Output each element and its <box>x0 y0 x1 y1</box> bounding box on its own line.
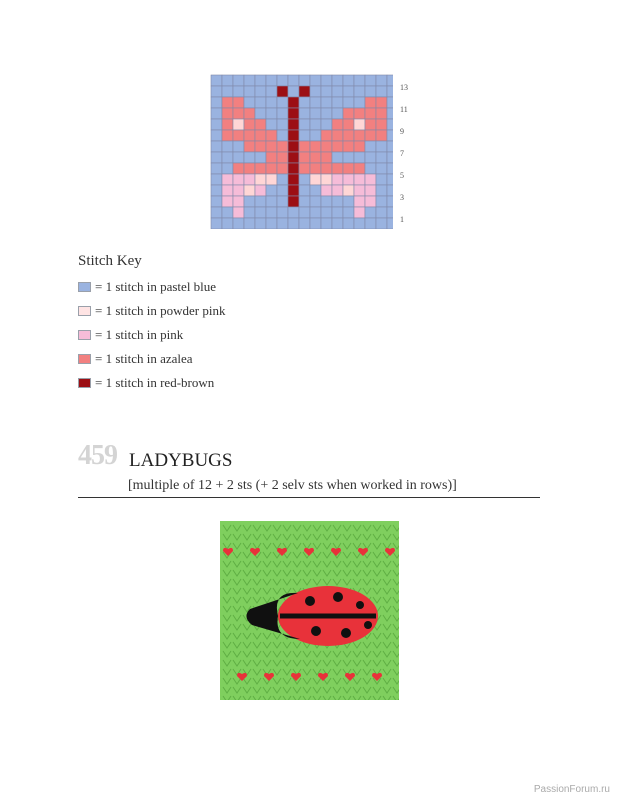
chart-cell <box>266 86 277 97</box>
chart-cell <box>288 218 299 229</box>
chart-cell <box>310 130 321 141</box>
chart-cell <box>288 108 299 119</box>
key-label: = 1 stitch in pastel blue <box>95 279 217 294</box>
chart-cell <box>277 152 288 163</box>
chart-cell <box>255 196 266 207</box>
chart-cell <box>266 97 277 108</box>
chart-cell <box>299 218 310 229</box>
chart-cell <box>321 141 332 152</box>
chart-cell <box>387 174 393 185</box>
chart-cell <box>332 75 343 86</box>
chart-cell <box>310 141 321 152</box>
azalea-swatch <box>78 354 91 364</box>
chart-cell <box>343 174 354 185</box>
chart-cell <box>266 75 277 86</box>
chart-cell <box>354 141 365 152</box>
chart-cell <box>266 207 277 218</box>
chart-cell <box>255 185 266 196</box>
chart-cell <box>277 207 288 218</box>
chart-cell <box>233 86 244 97</box>
chart-cell <box>299 185 310 196</box>
chart-cell <box>343 196 354 207</box>
chart-cell <box>376 141 387 152</box>
chart-cell <box>354 86 365 97</box>
chart-cell <box>332 152 343 163</box>
chart-cell <box>255 141 266 152</box>
chart-cell <box>233 196 244 207</box>
chart-cell <box>354 174 365 185</box>
chart-cell <box>233 97 244 108</box>
pattern-number: 459 <box>78 440 117 471</box>
chart-cell <box>255 174 266 185</box>
chart-cell <box>376 218 387 229</box>
chart-cell <box>255 130 266 141</box>
chart-cell <box>211 163 222 174</box>
chart-cell <box>266 130 277 141</box>
chart-cell <box>387 130 393 141</box>
chart-cell <box>332 130 343 141</box>
chart-cell <box>222 207 233 218</box>
chart-cell <box>332 163 343 174</box>
chart-cell <box>354 196 365 207</box>
key-item-powder-pink <box>78 303 225 319</box>
chart-cell <box>387 207 393 218</box>
chart-cell <box>365 75 376 86</box>
chart-cell <box>310 185 321 196</box>
chart-cell <box>310 218 321 229</box>
chart-cell <box>244 86 255 97</box>
chart-cell <box>343 119 354 130</box>
pattern-repeat-info: [multiple of 12 + 2 sts (+ 2 selv sts when worked in rows)] <box>128 478 457 493</box>
chart-cell <box>365 207 376 218</box>
chart-cell <box>299 108 310 119</box>
chart-cell <box>310 152 321 163</box>
chart-cell <box>332 97 343 108</box>
chart-cell <box>266 141 277 152</box>
chart-cell <box>343 108 354 119</box>
chart-cell <box>365 196 376 207</box>
chart-cell <box>222 86 233 97</box>
chart-cell <box>387 163 393 174</box>
chart-cell <box>277 119 288 130</box>
chart-cell <box>244 196 255 207</box>
chart-cell <box>310 86 321 97</box>
chart-row-label: 1 <box>400 215 404 224</box>
chart-cell <box>332 207 343 218</box>
chart-cell <box>343 185 354 196</box>
chart-cell <box>211 119 222 130</box>
chart-cell <box>376 196 387 207</box>
chart-cell <box>222 108 233 119</box>
chart-cell <box>277 185 288 196</box>
chart-cell <box>211 97 222 108</box>
chart-cell <box>332 141 343 152</box>
chart-cell <box>244 174 255 185</box>
chart-cell <box>387 185 393 196</box>
chart-cell <box>266 174 277 185</box>
chart-cell <box>244 75 255 86</box>
chart-cell <box>244 141 255 152</box>
chart-cell <box>244 207 255 218</box>
watermark: PassionForum.ru <box>533 784 610 795</box>
chart-cell <box>266 163 277 174</box>
chart-cell <box>255 86 266 97</box>
chart-cell <box>266 108 277 119</box>
chart-cell <box>299 174 310 185</box>
chart-cell <box>354 218 365 229</box>
chart-cell <box>222 152 233 163</box>
chart-cell <box>255 163 266 174</box>
chart-cell <box>343 86 354 97</box>
chart-cell <box>332 86 343 97</box>
chart-cell <box>343 207 354 218</box>
chart-cell <box>222 97 233 108</box>
chart-cell <box>310 97 321 108</box>
chart-cell <box>343 97 354 108</box>
chart-cell <box>277 174 288 185</box>
red-brown-swatch <box>78 378 91 388</box>
chart-cell <box>310 119 321 130</box>
chart-cell <box>343 75 354 86</box>
chart-cell <box>233 152 244 163</box>
chart-cell <box>255 218 266 229</box>
chart-row-label: 11 <box>400 105 408 114</box>
pastel-blue-swatch <box>78 282 91 292</box>
chart-cell <box>365 130 376 141</box>
chart-cell <box>376 86 387 97</box>
chart-cell <box>376 185 387 196</box>
chart-cell <box>244 108 255 119</box>
chart-cell <box>211 108 222 119</box>
chart-cell <box>365 218 376 229</box>
key-item-red-brown <box>78 375 214 391</box>
chart-cell <box>233 130 244 141</box>
chart-cell <box>354 130 365 141</box>
chart-cell <box>332 218 343 229</box>
key-item-azalea <box>78 351 193 367</box>
chart-cell <box>354 163 365 174</box>
chart-cell <box>387 141 393 152</box>
chart-cell <box>343 141 354 152</box>
chart-cell <box>321 108 332 119</box>
chart-cell <box>310 108 321 119</box>
chart-cell <box>288 119 299 130</box>
chart-cell <box>321 86 332 97</box>
chart-cell <box>277 130 288 141</box>
chart-cell <box>233 174 244 185</box>
key-item-pastel-blue <box>78 279 216 295</box>
chart-cell <box>211 185 222 196</box>
chart-cell <box>310 75 321 86</box>
chart-cell <box>244 97 255 108</box>
chart-cell <box>277 75 288 86</box>
chart-cell <box>321 130 332 141</box>
chart-cell <box>299 141 310 152</box>
chart-cell <box>365 108 376 119</box>
chart-cell <box>277 108 288 119</box>
chart-cell <box>211 196 222 207</box>
chart-cell <box>365 174 376 185</box>
chart-cell <box>299 97 310 108</box>
chart-cell <box>244 185 255 196</box>
chart-cell <box>365 152 376 163</box>
chart-cell <box>354 119 365 130</box>
chart-cell <box>387 75 393 86</box>
chart-cell <box>354 108 365 119</box>
chart-cell <box>255 108 266 119</box>
chart-cell <box>321 218 332 229</box>
chart-cell <box>233 207 244 218</box>
chart-cell <box>376 108 387 119</box>
chart-cell <box>288 152 299 163</box>
chart-cell <box>387 152 393 163</box>
chart-row-label: 13 <box>400 83 408 92</box>
chart-cell <box>376 75 387 86</box>
chart-cell <box>211 152 222 163</box>
chart-cell <box>354 185 365 196</box>
chart-cell <box>211 75 222 86</box>
chart-row-label: 5 <box>400 171 404 180</box>
key-label: = 1 stitch in red-brown <box>95 375 215 390</box>
chart-cell <box>244 119 255 130</box>
chart-cell <box>310 207 321 218</box>
chart-cell <box>266 185 277 196</box>
chart-cell <box>288 86 299 97</box>
chart-cell <box>387 86 393 97</box>
chart-cell <box>365 97 376 108</box>
chart-cell <box>222 75 233 86</box>
chart-cell <box>321 163 332 174</box>
chart-cell <box>376 119 387 130</box>
powder-pink-swatch <box>78 306 91 316</box>
chart-cell <box>343 152 354 163</box>
chart-cell <box>376 207 387 218</box>
chart-cell <box>354 97 365 108</box>
chart-cell <box>376 97 387 108</box>
chart-cell <box>211 141 222 152</box>
chart-cell <box>277 218 288 229</box>
chart-cell <box>321 75 332 86</box>
chart-cell <box>288 207 299 218</box>
chart-cell <box>244 152 255 163</box>
chart-cell <box>354 75 365 86</box>
butterfly-chart-grid <box>209 73 393 229</box>
chart-cell <box>255 207 266 218</box>
chart-cell <box>321 174 332 185</box>
chart-cell <box>277 97 288 108</box>
chart-cell <box>299 152 310 163</box>
chart-cell <box>233 218 244 229</box>
chart-cell <box>321 97 332 108</box>
chart-cell <box>387 108 393 119</box>
chart-cell <box>299 163 310 174</box>
chart-cell <box>222 185 233 196</box>
key-label: = 1 stitch in pink <box>95 327 184 342</box>
chart-cell <box>255 152 266 163</box>
chart-cell <box>343 218 354 229</box>
chart-cell <box>244 218 255 229</box>
heading-rule <box>78 497 540 498</box>
stitch-key-title: Stitch Key <box>78 253 142 269</box>
chart-row-label: 9 <box>400 127 404 136</box>
chart-cell <box>332 185 343 196</box>
chart-cell <box>211 174 222 185</box>
chart-cell <box>277 86 288 97</box>
chart-cell <box>310 196 321 207</box>
chart-cell <box>343 163 354 174</box>
chart-cell <box>222 196 233 207</box>
chart-cell <box>321 196 332 207</box>
chart-cell <box>222 130 233 141</box>
chart-cell <box>244 130 255 141</box>
chart-cell <box>321 152 332 163</box>
chart-cell <box>299 207 310 218</box>
chart-cell <box>376 174 387 185</box>
chart-cell <box>277 141 288 152</box>
chart-cell <box>266 119 277 130</box>
chart-cell <box>376 130 387 141</box>
chart-cell <box>255 75 266 86</box>
chart-cell <box>354 207 365 218</box>
chart-cell <box>354 152 365 163</box>
chart-cell <box>365 141 376 152</box>
chart-cell <box>387 119 393 130</box>
chart-cell <box>387 218 393 229</box>
chart-cell <box>365 185 376 196</box>
chart-cell <box>343 130 354 141</box>
chart-cell <box>222 119 233 130</box>
chart-cell <box>266 152 277 163</box>
chart-cell <box>387 196 393 207</box>
chart-cell <box>332 196 343 207</box>
chart-cell <box>376 163 387 174</box>
chart-cell <box>222 174 233 185</box>
ladybugs-knit-swatch-photo <box>220 521 399 700</box>
chart-cell <box>233 185 244 196</box>
chart-cell <box>222 141 233 152</box>
chart-cell <box>233 163 244 174</box>
chart-cell <box>266 218 277 229</box>
chart-cell <box>255 119 266 130</box>
chart-cell <box>321 207 332 218</box>
chart-cell <box>211 130 222 141</box>
chart-cell <box>365 163 376 174</box>
chart-cell <box>299 196 310 207</box>
chart-cell <box>299 75 310 86</box>
chart-cell <box>365 119 376 130</box>
chart-cell <box>288 174 299 185</box>
chart-cell <box>332 108 343 119</box>
chart-row-label: 3 <box>400 193 404 202</box>
chart-cell <box>321 119 332 130</box>
key-item-pink <box>78 327 183 343</box>
chart-cell <box>365 86 376 97</box>
chart-cell <box>299 86 310 97</box>
chart-cell <box>244 163 255 174</box>
chart-cell <box>233 141 244 152</box>
chart-cell <box>211 86 222 97</box>
chart-cell <box>288 196 299 207</box>
chart-cell <box>222 163 233 174</box>
key-label: = 1 stitch in powder pink <box>95 303 226 318</box>
chart-cell <box>376 152 387 163</box>
chart-cell <box>299 119 310 130</box>
chart-cell <box>310 163 321 174</box>
chart-cell <box>321 185 332 196</box>
chart-cell <box>277 196 288 207</box>
chart-cell <box>310 174 321 185</box>
chart-cell <box>288 97 299 108</box>
chart-cell <box>255 97 266 108</box>
chart-cell <box>211 218 222 229</box>
chart-cell <box>233 75 244 86</box>
pink-swatch <box>78 330 91 340</box>
pattern-title: LADYBUGS <box>129 450 233 471</box>
chart-cell <box>288 75 299 86</box>
chart-cell <box>288 185 299 196</box>
key-label: = 1 stitch in azalea <box>95 351 193 366</box>
chart-cell <box>277 163 288 174</box>
chart-cell <box>288 163 299 174</box>
chart-cell <box>387 97 393 108</box>
chart-cell <box>233 108 244 119</box>
chart-cell <box>266 196 277 207</box>
chart-cell <box>233 119 244 130</box>
chart-cell <box>211 207 222 218</box>
chart-cell <box>332 119 343 130</box>
chart-row-label: 7 <box>400 149 404 158</box>
chart-cell <box>299 130 310 141</box>
chart-cell <box>288 141 299 152</box>
chart-cell <box>222 218 233 229</box>
chart-cell <box>332 174 343 185</box>
chart-cell <box>288 130 299 141</box>
